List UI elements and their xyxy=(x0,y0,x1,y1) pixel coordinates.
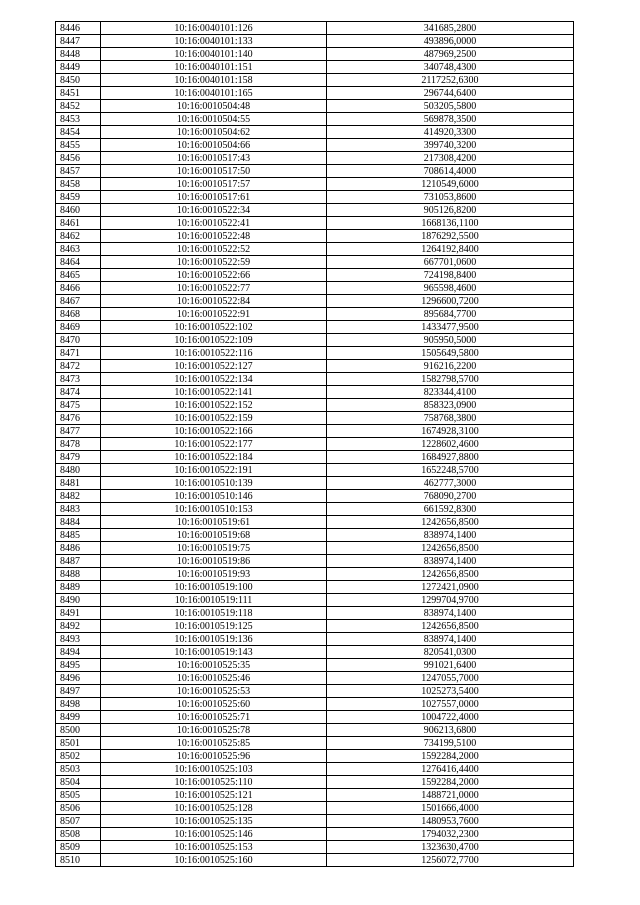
cadastral-value-cell: 905950,5000 xyxy=(327,334,574,347)
row-number-cell: 8460 xyxy=(56,204,101,217)
cadastral-number-cell: 10:16:0040101:133 xyxy=(101,35,327,48)
cadastral-value-cell: 1794032,2300 xyxy=(327,828,574,841)
cadastral-number-cell: 10:16:0010522:91 xyxy=(101,308,327,321)
cadastral-value-cell: 1323630,4700 xyxy=(327,841,574,854)
row-number-cell: 8464 xyxy=(56,256,101,269)
table-row xyxy=(56,217,574,230)
table-row xyxy=(56,386,574,399)
cadastral-number-cell: 10:16:0010525:71 xyxy=(101,711,327,724)
cadastral-number-cell: 10:16:0010522:191 xyxy=(101,464,327,477)
table-row xyxy=(56,152,574,165)
cadastral-number-cell: 10:16:0010525:60 xyxy=(101,698,327,711)
cadastral-number-cell: 10:16:0010522:141 xyxy=(101,386,327,399)
row-number-cell: 8476 xyxy=(56,412,101,425)
row-number-cell: 8499 xyxy=(56,711,101,724)
cadastral-number-cell: 10:16:0010525:135 xyxy=(101,815,327,828)
cadastral-value-cell: 906213,6800 xyxy=(327,724,574,737)
cadastral-value-cell: 2117252,6300 xyxy=(327,74,574,87)
row-number-cell: 8501 xyxy=(56,737,101,750)
row-number-cell: 8470 xyxy=(56,334,101,347)
cadastral-value-cell: 296744,6400 xyxy=(327,87,574,100)
row-number-cell: 8485 xyxy=(56,529,101,542)
cadastral-value-cell: 1242656,8500 xyxy=(327,620,574,633)
cadastral-value-cell: 1210549,6000 xyxy=(327,178,574,191)
cadastral-value-cell: 731053,8600 xyxy=(327,191,574,204)
cadastral-value-cell: 758768,3800 xyxy=(327,412,574,425)
row-number-cell: 8496 xyxy=(56,672,101,685)
row-number-cell: 8507 xyxy=(56,815,101,828)
row-number-cell: 8489 xyxy=(56,581,101,594)
row-number-cell: 8506 xyxy=(56,802,101,815)
row-number-cell: 8467 xyxy=(56,295,101,308)
cadastral-value-cell: 1652248,5700 xyxy=(327,464,574,477)
table-row xyxy=(56,295,574,308)
row-number-cell: 8452 xyxy=(56,100,101,113)
table-row xyxy=(56,711,574,724)
table-row xyxy=(56,815,574,828)
cadastral-number-cell: 10:16:0010519:111 xyxy=(101,594,327,607)
table-row xyxy=(56,22,574,35)
table-row xyxy=(56,477,574,490)
cadastral-value-cell: 838974,1400 xyxy=(327,633,574,646)
cadastral-value-cell: 503205,5800 xyxy=(327,100,574,113)
table-row xyxy=(56,139,574,152)
cadastral-number-cell: 10:16:0010522:127 xyxy=(101,360,327,373)
cadastral-number-cell: 10:16:0040101:126 xyxy=(101,22,327,35)
row-number-cell: 8493 xyxy=(56,633,101,646)
table-row xyxy=(56,594,574,607)
cadastral-value-cell: 340748,4300 xyxy=(327,61,574,74)
row-number-cell: 8495 xyxy=(56,659,101,672)
table-row xyxy=(56,35,574,48)
cadastral-number-cell: 10:16:0010522:166 xyxy=(101,425,327,438)
table-row xyxy=(56,204,574,217)
cadastral-value-cell: 838974,1400 xyxy=(327,555,574,568)
cadastral-value-cell: 838974,1400 xyxy=(327,607,574,620)
table-row xyxy=(56,620,574,633)
table-row xyxy=(56,685,574,698)
table-row xyxy=(56,347,574,360)
cadastral-value-cell: 916216,2200 xyxy=(327,360,574,373)
row-number-cell: 8482 xyxy=(56,490,101,503)
table-row xyxy=(56,373,574,386)
row-number-cell: 8505 xyxy=(56,789,101,802)
cadastral-number-cell: 10:16:0010525:128 xyxy=(101,802,327,815)
table-row xyxy=(56,438,574,451)
cadastral-value-cell: 217308,4200 xyxy=(327,152,574,165)
table-row xyxy=(56,529,574,542)
cadastral-number-cell: 10:16:0010519:125 xyxy=(101,620,327,633)
cadastral-number-cell: 10:16:0010525:35 xyxy=(101,659,327,672)
cadastral-value-cell: 708614,4000 xyxy=(327,165,574,178)
table-row xyxy=(56,230,574,243)
cadastral-value-cell: 1668136,1100 xyxy=(327,217,574,230)
cadastral-value-cell: 1242656,8500 xyxy=(327,542,574,555)
table-row xyxy=(56,464,574,477)
cadastral-number-cell: 10:16:0010519:143 xyxy=(101,646,327,659)
row-number-cell: 8498 xyxy=(56,698,101,711)
cadastral-number-cell: 10:16:0010519:100 xyxy=(101,581,327,594)
table-row xyxy=(56,581,574,594)
cadastral-number-cell: 10:16:0040101:165 xyxy=(101,87,327,100)
table-row xyxy=(56,87,574,100)
row-number-cell: 8490 xyxy=(56,594,101,607)
cadastral-value-cell: 1027557,0000 xyxy=(327,698,574,711)
table-row xyxy=(56,555,574,568)
table-row xyxy=(56,412,574,425)
cadastral-value-cell: 724198,8400 xyxy=(327,269,574,282)
row-number-cell: 8446 xyxy=(56,22,101,35)
cadastral-value-cell: 1876292,5500 xyxy=(327,230,574,243)
cadastral-value-cell: 1674928,3100 xyxy=(327,425,574,438)
row-number-cell: 8503 xyxy=(56,763,101,776)
cadastral-number-cell: 10:16:0010519:136 xyxy=(101,633,327,646)
row-number-cell: 8459 xyxy=(56,191,101,204)
row-number-cell: 8492 xyxy=(56,620,101,633)
row-number-cell: 8479 xyxy=(56,451,101,464)
cadastral-value-cell: 399740,3200 xyxy=(327,139,574,152)
table-row xyxy=(56,503,574,516)
cadastral-value-cell: 1592284,2000 xyxy=(327,776,574,789)
table-row xyxy=(56,646,574,659)
cadastral-value-cell: 569878,3500 xyxy=(327,113,574,126)
cadastral-number-cell: 10:16:0010525:96 xyxy=(101,750,327,763)
cadastral-number-cell: 10:16:0010504:62 xyxy=(101,126,327,139)
cadastral-number-cell: 10:16:0010525:160 xyxy=(101,854,327,867)
row-number-cell: 8483 xyxy=(56,503,101,516)
row-number-cell: 8468 xyxy=(56,308,101,321)
row-number-cell: 8454 xyxy=(56,126,101,139)
cadastral-number-cell: 10:16:0010522:184 xyxy=(101,451,327,464)
cadastral-number-cell: 10:16:0010504:66 xyxy=(101,139,327,152)
row-number-cell: 8458 xyxy=(56,178,101,191)
cadastral-value-cell: 487969,2500 xyxy=(327,48,574,61)
cadastral-number-cell: 10:16:0010525:78 xyxy=(101,724,327,737)
cadastral-number-cell: 10:16:0010522:48 xyxy=(101,230,327,243)
cadastral-value-cell: 1488721,0000 xyxy=(327,789,574,802)
table-row xyxy=(56,490,574,503)
cadastral-number-cell: 10:16:0010517:43 xyxy=(101,152,327,165)
table-row xyxy=(56,451,574,464)
cadastral-value-cell: 1256072,7700 xyxy=(327,854,574,867)
cadastral-value-cell: 1296600,7200 xyxy=(327,295,574,308)
cadastral-number-cell: 10:16:0010525:121 xyxy=(101,789,327,802)
row-number-cell: 8465 xyxy=(56,269,101,282)
cadastral-number-cell: 10:16:0040101:151 xyxy=(101,61,327,74)
cadastral-number-cell: 10:16:0010522:59 xyxy=(101,256,327,269)
cadastral-value-cell: 493896,0000 xyxy=(327,35,574,48)
table-row xyxy=(56,126,574,139)
cadastral-number-cell: 10:16:0010510:146 xyxy=(101,490,327,503)
cadastral-value-cell: 1264192,8400 xyxy=(327,243,574,256)
row-number-cell: 8474 xyxy=(56,386,101,399)
cadastral-value-cell: 838974,1400 xyxy=(327,529,574,542)
cadastral-number-cell: 10:16:0040101:158 xyxy=(101,74,327,87)
row-number-cell: 8494 xyxy=(56,646,101,659)
cadastral-number-cell: 10:16:0010522:177 xyxy=(101,438,327,451)
row-number-cell: 8463 xyxy=(56,243,101,256)
cadastral-value-cell: 820541,0300 xyxy=(327,646,574,659)
cadastral-value-cell: 1276416,4400 xyxy=(327,763,574,776)
cadastral-value-cell: 1582798,5700 xyxy=(327,373,574,386)
cadastral-number-cell: 10:16:0010519:61 xyxy=(101,516,327,529)
cadastral-number-cell: 10:16:0010522:102 xyxy=(101,321,327,334)
table-row xyxy=(56,802,574,815)
row-number-cell: 8478 xyxy=(56,438,101,451)
table-row xyxy=(56,74,574,87)
cadastral-value-cell: 768090,2700 xyxy=(327,490,574,503)
row-number-cell: 8487 xyxy=(56,555,101,568)
cadastral-value-cell: 823344,4100 xyxy=(327,386,574,399)
table-row xyxy=(56,399,574,412)
table-row xyxy=(56,178,574,191)
cadastral-value-cell: 1247055,7000 xyxy=(327,672,574,685)
cadastral-value-cell: 414920,3300 xyxy=(327,126,574,139)
cadastral-value-cell: 905126,8200 xyxy=(327,204,574,217)
table-row xyxy=(56,607,574,620)
cadastral-value-cell: 1242656,8500 xyxy=(327,568,574,581)
table-row xyxy=(56,321,574,334)
row-number-cell: 8509 xyxy=(56,841,101,854)
cadastral-value-table xyxy=(55,21,574,867)
row-number-cell: 8504 xyxy=(56,776,101,789)
cadastral-value-cell: 734199,5100 xyxy=(327,737,574,750)
row-number-cell: 8510 xyxy=(56,854,101,867)
table-row xyxy=(56,776,574,789)
table-body xyxy=(56,22,574,867)
cadastral-number-cell: 10:16:0010519:75 xyxy=(101,542,327,555)
cadastral-number-cell: 10:16:0010522:52 xyxy=(101,243,327,256)
cadastral-value-cell: 1684927,8800 xyxy=(327,451,574,464)
table-row xyxy=(56,282,574,295)
table-row xyxy=(56,854,574,867)
cadastral-number-cell: 10:16:0010517:50 xyxy=(101,165,327,178)
cadastral-value-cell: 991021,6400 xyxy=(327,659,574,672)
row-number-cell: 8473 xyxy=(56,373,101,386)
cadastral-value-cell: 1228602,4600 xyxy=(327,438,574,451)
table-row xyxy=(56,789,574,802)
cadastral-value-cell: 462777,3000 xyxy=(327,477,574,490)
table-row xyxy=(56,763,574,776)
row-number-cell: 8453 xyxy=(56,113,101,126)
table-row xyxy=(56,724,574,737)
cadastral-number-cell: 10:16:0010522:152 xyxy=(101,399,327,412)
cadastral-value-cell: 1480953,7600 xyxy=(327,815,574,828)
table-row xyxy=(56,737,574,750)
cadastral-number-cell: 10:16:0010525:53 xyxy=(101,685,327,698)
row-number-cell: 8457 xyxy=(56,165,101,178)
cadastral-number-cell: 10:16:0010522:84 xyxy=(101,295,327,308)
cadastral-number-cell: 10:16:0010519:86 xyxy=(101,555,327,568)
table-row xyxy=(56,308,574,321)
cadastral-number-cell: 10:16:0010522:34 xyxy=(101,204,327,217)
cadastral-value-cell: 1242656,8500 xyxy=(327,516,574,529)
row-number-cell: 8472 xyxy=(56,360,101,373)
row-number-cell: 8477 xyxy=(56,425,101,438)
row-number-cell: 8488 xyxy=(56,568,101,581)
cadastral-value-cell: 667701,0600 xyxy=(327,256,574,269)
cadastral-number-cell: 10:16:0010517:57 xyxy=(101,178,327,191)
table-row xyxy=(56,425,574,438)
cadastral-value-cell: 858323,0900 xyxy=(327,399,574,412)
cadastral-value-cell: 965598,4600 xyxy=(327,282,574,295)
cadastral-value-cell: 1299704,9700 xyxy=(327,594,574,607)
table-row xyxy=(56,243,574,256)
cadastral-value-cell: 1433477,9500 xyxy=(327,321,574,334)
table-row xyxy=(56,698,574,711)
row-number-cell: 8447 xyxy=(56,35,101,48)
cadastral-value-cell: 895684,7700 xyxy=(327,308,574,321)
row-number-cell: 8486 xyxy=(56,542,101,555)
cadastral-number-cell: 10:16:0010525:153 xyxy=(101,841,327,854)
table-row xyxy=(56,633,574,646)
cadastral-number-cell: 10:16:0010522:41 xyxy=(101,217,327,230)
cadastral-number-cell: 10:16:0010510:153 xyxy=(101,503,327,516)
row-number-cell: 8481 xyxy=(56,477,101,490)
cadastral-number-cell: 10:16:0010522:66 xyxy=(101,269,327,282)
table-row xyxy=(56,516,574,529)
row-number-cell: 8497 xyxy=(56,685,101,698)
table-row xyxy=(56,568,574,581)
table-row xyxy=(56,828,574,841)
row-number-cell: 8462 xyxy=(56,230,101,243)
cadastral-value-cell: 1505649,5800 xyxy=(327,347,574,360)
cadastral-number-cell: 10:16:0010522:77 xyxy=(101,282,327,295)
table-row xyxy=(56,191,574,204)
table-row xyxy=(56,542,574,555)
row-number-cell: 8448 xyxy=(56,48,101,61)
cadastral-value-cell: 1272421,0900 xyxy=(327,581,574,594)
cadastral-number-cell: 10:16:0010525:146 xyxy=(101,828,327,841)
row-number-cell: 8456 xyxy=(56,152,101,165)
row-number-cell: 8491 xyxy=(56,607,101,620)
row-number-cell: 8469 xyxy=(56,321,101,334)
row-number-cell: 8500 xyxy=(56,724,101,737)
row-number-cell: 8449 xyxy=(56,61,101,74)
cadastral-number-cell: 10:16:0010522:109 xyxy=(101,334,327,347)
table-row xyxy=(56,360,574,373)
cadastral-number-cell: 10:16:0010522:116 xyxy=(101,347,327,360)
cadastral-number-cell: 10:16:0010504:55 xyxy=(101,113,327,126)
row-number-cell: 8466 xyxy=(56,282,101,295)
cadastral-number-cell: 10:16:0010519:118 xyxy=(101,607,327,620)
table-row xyxy=(56,672,574,685)
cadastral-number-cell: 10:16:0010519:93 xyxy=(101,568,327,581)
cadastral-value-cell: 341685,2800 xyxy=(327,22,574,35)
row-number-cell: 8502 xyxy=(56,750,101,763)
table-row xyxy=(56,113,574,126)
row-number-cell: 8455 xyxy=(56,139,101,152)
cadastral-number-cell: 10:16:0010504:48 xyxy=(101,100,327,113)
table-row xyxy=(56,334,574,347)
table-row xyxy=(56,659,574,672)
row-number-cell: 8508 xyxy=(56,828,101,841)
row-number-cell: 8480 xyxy=(56,464,101,477)
cadastral-number-cell: 10:16:0010519:68 xyxy=(101,529,327,542)
table-row xyxy=(56,61,574,74)
table-row xyxy=(56,100,574,113)
cadastral-number-cell: 10:16:0040101:140 xyxy=(101,48,327,61)
table-row xyxy=(56,256,574,269)
cadastral-value-cell: 661592,8300 xyxy=(327,503,574,516)
cadastral-number-cell: 10:16:0010517:61 xyxy=(101,191,327,204)
row-number-cell: 8461 xyxy=(56,217,101,230)
cadastral-number-cell: 10:16:0010510:139 xyxy=(101,477,327,490)
row-number-cell: 8471 xyxy=(56,347,101,360)
table-row xyxy=(56,48,574,61)
cadastral-value-cell: 1501666,4000 xyxy=(327,802,574,815)
cadastral-number-cell: 10:16:0010522:134 xyxy=(101,373,327,386)
table-row xyxy=(56,750,574,763)
cadastral-number-cell: 10:16:0010525:85 xyxy=(101,737,327,750)
cadastral-number-cell: 10:16:0010525:103 xyxy=(101,763,327,776)
table-row xyxy=(56,165,574,178)
cadastral-number-cell: 10:16:0010525:110 xyxy=(101,776,327,789)
cadastral-value-cell: 1592284,2000 xyxy=(327,750,574,763)
cadastral-value-cell: 1004722,4000 xyxy=(327,711,574,724)
cadastral-number-cell: 10:16:0010525:46 xyxy=(101,672,327,685)
row-number-cell: 8450 xyxy=(56,74,101,87)
table-row xyxy=(56,841,574,854)
row-number-cell: 8475 xyxy=(56,399,101,412)
table-row xyxy=(56,269,574,282)
row-number-cell: 8484 xyxy=(56,516,101,529)
cadastral-number-cell: 10:16:0010522:159 xyxy=(101,412,327,425)
cadastral-value-cell: 1025273,5400 xyxy=(327,685,574,698)
row-number-cell: 8451 xyxy=(56,87,101,100)
